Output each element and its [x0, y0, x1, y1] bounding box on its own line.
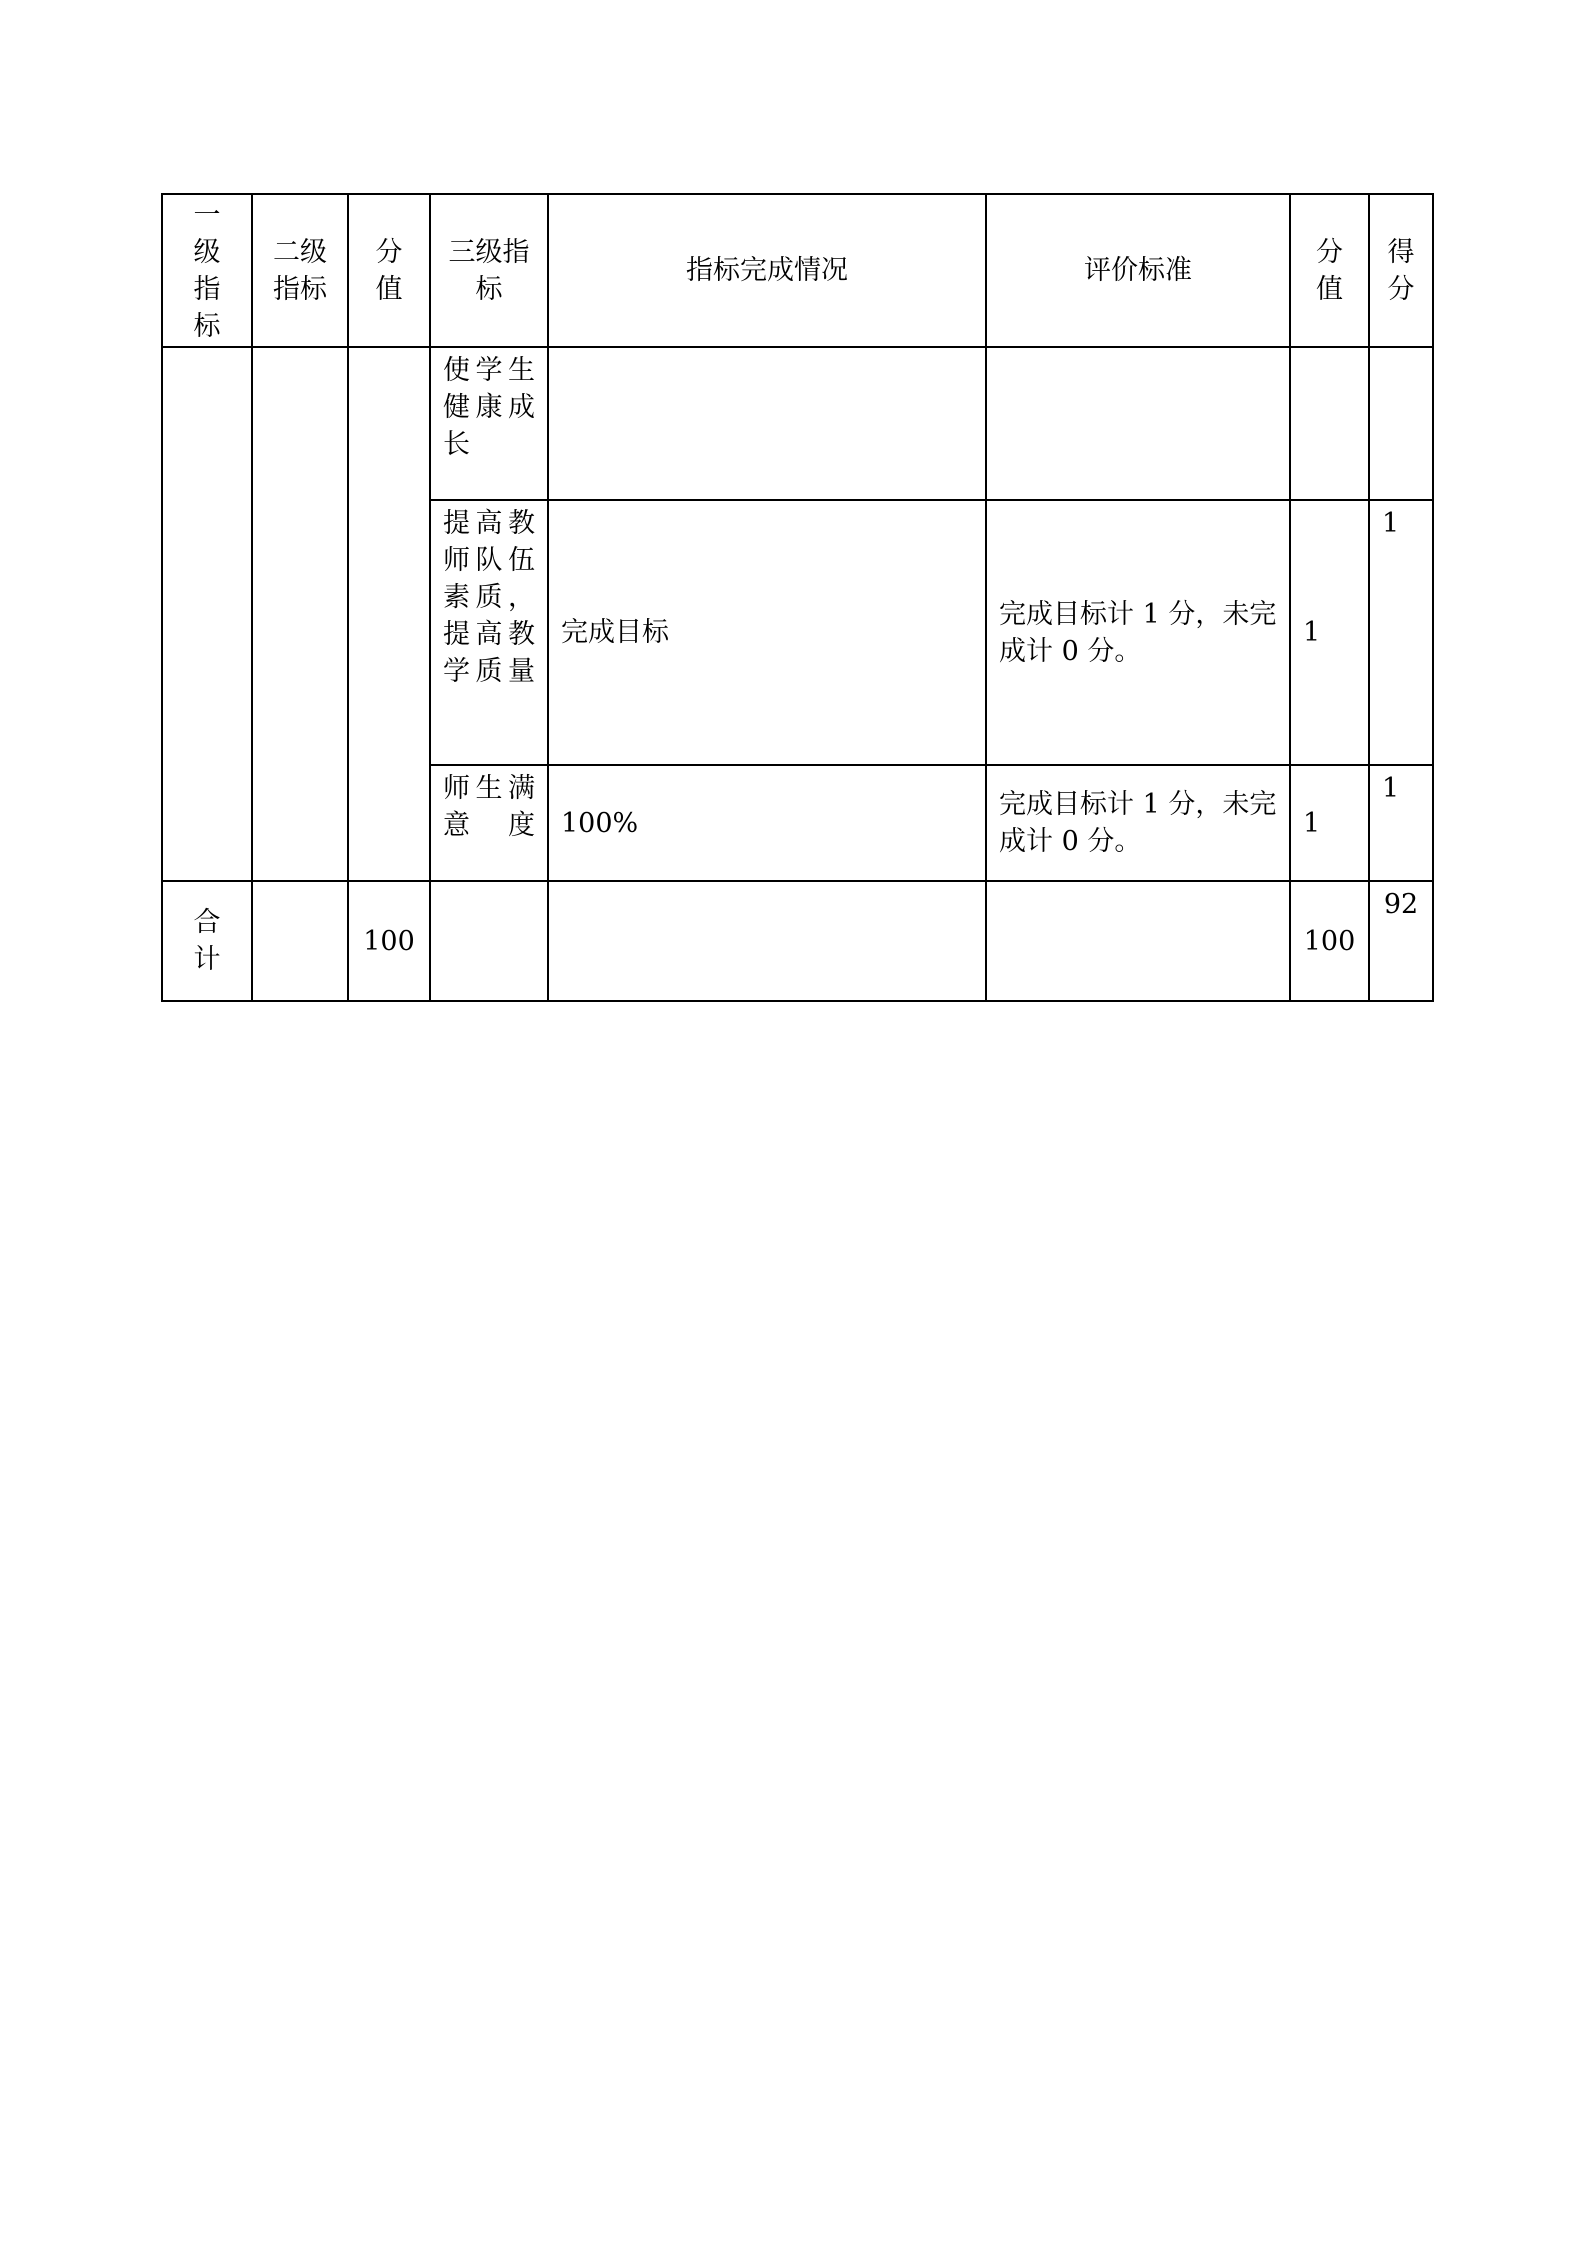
total-value-left: 100 — [348, 881, 430, 1001]
criteria-cell: 完成目标计 1 分，未完成计 0 分。 — [986, 765, 1290, 881]
level2-cell — [252, 347, 348, 881]
header-score-obtained: 得分 — [1369, 194, 1433, 347]
total-level2-cell — [252, 881, 348, 1001]
score-cell: 1 — [1369, 765, 1433, 881]
criteria-cell: 完成目标计 1 分，未完成计 0 分。 — [986, 500, 1290, 765]
evaluation-table — [161, 193, 1434, 1002]
completion-cell — [548, 347, 986, 500]
header-score-value-right: 分值 — [1290, 194, 1369, 347]
level3-cell: 师生满意度 — [430, 765, 548, 881]
total-row — [162, 881, 1433, 1001]
header-completion: 指标完成情况 — [548, 194, 986, 347]
completion-cell: 完成目标 — [548, 500, 986, 765]
value-cell: 1 — [1290, 500, 1369, 765]
header-level2: 二级指标 — [252, 194, 348, 347]
score-value-left-cell — [348, 347, 430, 881]
level3-cell: 提高教师队伍素质，提高教学质量 — [430, 500, 548, 765]
header-level3: 三级指标 — [430, 194, 548, 347]
completion-cell: 100% — [548, 765, 986, 881]
header-level1: 一级指标 — [162, 194, 252, 347]
value-cell: 1 — [1290, 765, 1369, 881]
criteria-cell — [986, 347, 1290, 500]
header-row — [162, 194, 1433, 347]
value-cell — [1290, 347, 1369, 500]
header-score-value-left: 分值 — [348, 194, 430, 347]
level3-cell: 使学生健康成长 — [430, 347, 548, 500]
table-row — [162, 347, 1433, 500]
total-completion-cell — [548, 881, 986, 1001]
score-cell: 1 — [1369, 500, 1433, 765]
total-value-right: 100 — [1290, 881, 1369, 1001]
total-level3-cell — [430, 881, 548, 1001]
total-label: 合计 — [162, 881, 252, 1001]
total-criteria-cell — [986, 881, 1290, 1001]
level1-cell — [162, 347, 252, 881]
total-score: 92 — [1369, 881, 1433, 1001]
header-criteria: 评价标准 — [986, 194, 1290, 347]
score-cell — [1369, 347, 1433, 500]
